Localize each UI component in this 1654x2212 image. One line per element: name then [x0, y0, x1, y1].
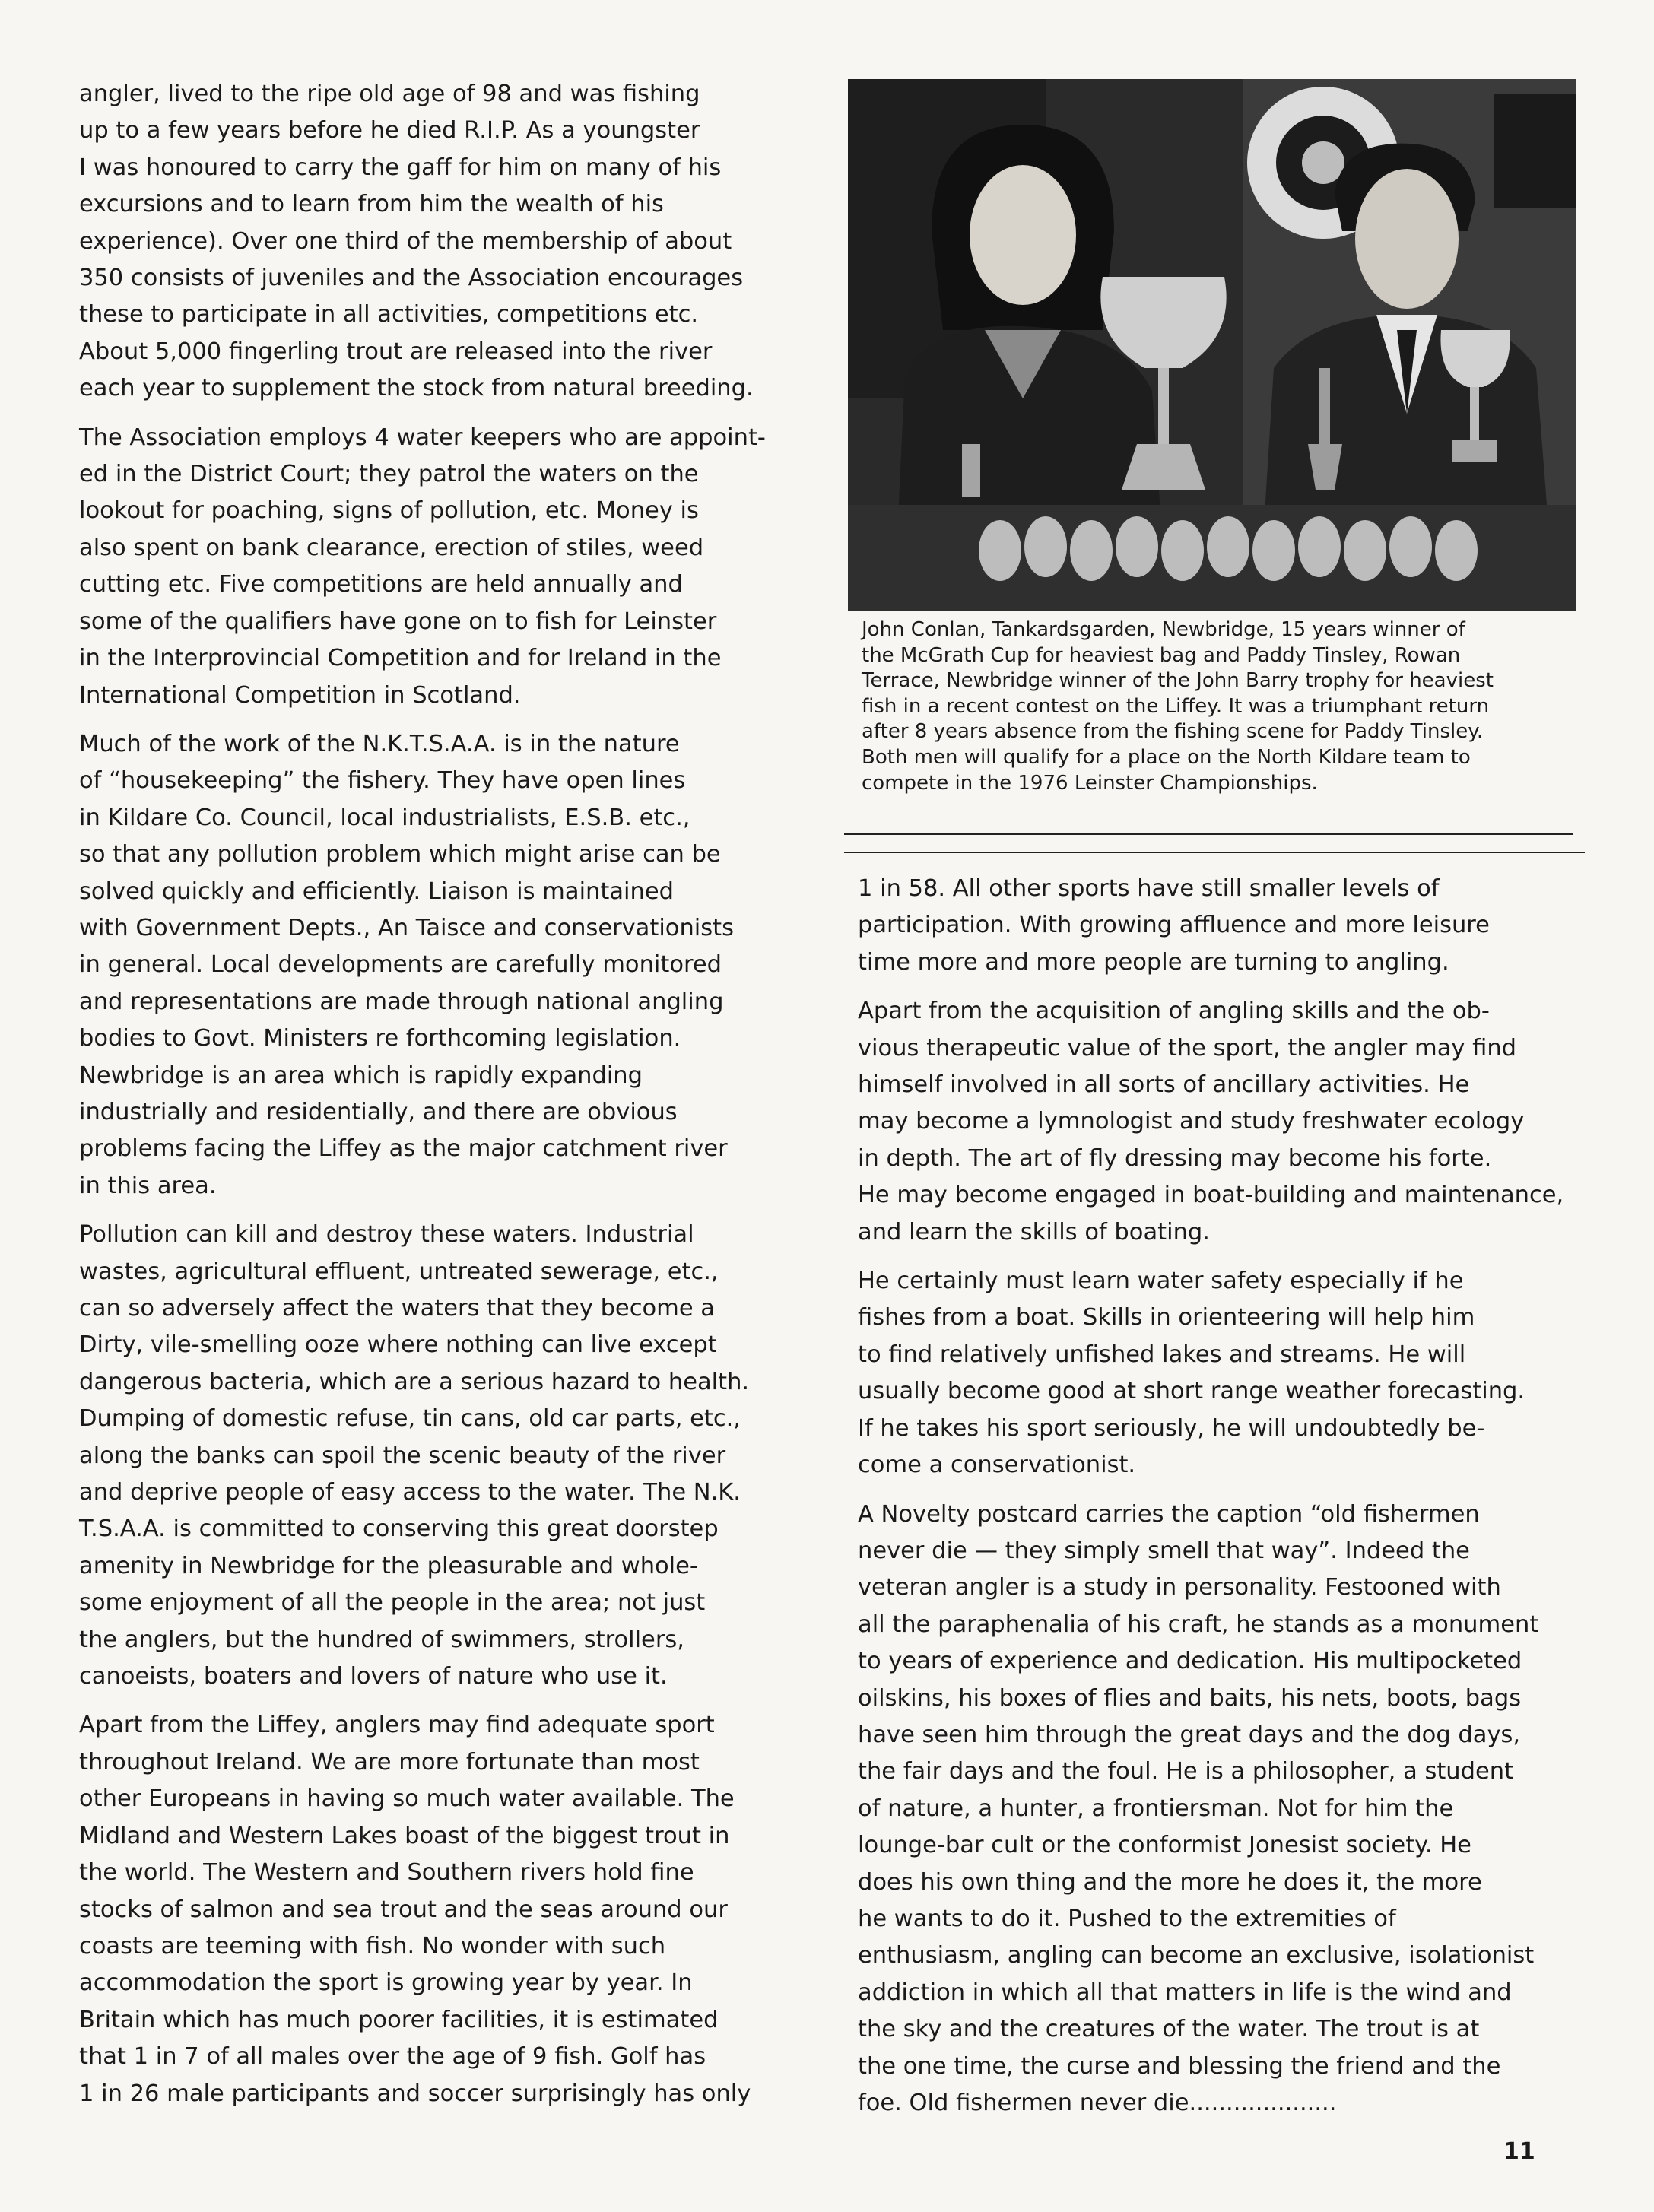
text-line: the world. The Western and Southern rivers hold fine: [79, 1859, 694, 1887]
text-line: accommodation the sport is growing year by year. In: [79, 1969, 693, 1997]
text-line: time more and more people are turning to angling.: [858, 948, 1449, 976]
text-line: and deprive people of easy access to the water. The N.K.: [79, 1479, 741, 1506]
text-line: ed in the District Court; they patrol the waters on the: [79, 461, 699, 488]
paragraph: [79, 726, 828, 1204]
paragraph: [858, 1263, 1580, 1484]
text-line: can so adversely affect the waters that they become a: [79, 1295, 715, 1322]
text-line: the sky and the creatures of the water. The trout is at: [858, 2016, 1480, 2043]
text-line: to find relatively unfished lakes and streams. He will: [858, 1341, 1466, 1368]
text-line: have seen him through the great days and the dog days,: [858, 1721, 1521, 1748]
text-line: He may become engaged in boat-building and maintenance,: [858, 1182, 1564, 1209]
text-line: other Europeans in having so much water available. The: [79, 1785, 735, 1813]
text-line: Much of the work of the N.K.T.S.A.A. is in the nature: [79, 730, 680, 757]
text-line: problems facing the Liffey as the major catchment river: [79, 1135, 728, 1163]
paragraph: [79, 1217, 828, 1695]
text-line: these to participate in all activities, competitions etc.: [79, 301, 699, 328]
text-line: himself involved in all sorts of ancillary activities. He: [858, 1071, 1470, 1099]
text-line: come a conservationist.: [858, 1452, 1136, 1479]
text-line: industrially and residentially, and there are obvious: [79, 1098, 678, 1125]
text-line: to years of experience and dedication. His multipocketed: [858, 1648, 1522, 1675]
text-line: along the banks can spoil the scenic beauty of the river: [79, 1442, 726, 1469]
text-line: all the paraphenalia of his craft, he stands as a monument: [858, 1611, 1539, 1638]
caption-divider-top: [844, 833, 1573, 835]
caption-line: Terrace, Newbridge winner of the John Barry trophy for heaviest: [862, 669, 1494, 693]
text-line: oilskins, his boxes of flies and baits, his nets, boots, bags: [858, 1684, 1522, 1712]
paragraph: [79, 76, 828, 408]
right-column: [858, 871, 1580, 2134]
text-line: amenity in Newbridge for the pleasurable and whole-: [79, 1552, 698, 1579]
paragraph: [79, 1707, 828, 2112]
caption-line: Both men will qualify for a place on the North Kildare team to: [862, 745, 1471, 769]
text-line: wastes, agricultural effluent, untreated sewerage, etc.,: [79, 1258, 719, 1285]
text-line: 350 consists of juveniles and the Association encourages: [79, 265, 744, 292]
text-line: vious therapeutic value of the sport, the angler may find: [858, 1034, 1517, 1062]
text-line: throughout Ireland. We are more fortunate than most: [79, 1748, 700, 1776]
text-line: enthusiasm, angling can become an exclusive, isolationist: [858, 1942, 1535, 1969]
text-line: experience). Over one third of the membership of about: [79, 227, 732, 255]
paragraph: [858, 1496, 1580, 2122]
caption-divider-bottom: [844, 852, 1585, 853]
text-line: may become a lymnologist and study freshwater ecology: [858, 1108, 1525, 1135]
paragraph: [858, 993, 1580, 1251]
caption-line: the McGrath Cup for heaviest bag and Paddy Tinsley, Rowan: [862, 643, 1461, 667]
text-line: up to a few years before he died R.I.P. As a youngster: [79, 117, 700, 144]
page-number: 11: [1503, 2138, 1535, 2165]
text-line: excursions and to learn from him the wealth of his: [79, 191, 664, 218]
text-line: some of the qualifiers have gone on to fish for Leinster: [79, 608, 717, 635]
text-line: angler, lived to the ripe old age of 98 and was fishing: [79, 81, 700, 107]
trophy-winners-photo: [848, 79, 1576, 611]
text-line: bodies to Govt. Ministers re forthcoming legislation.: [79, 1025, 681, 1052]
text-line: in the Interprovincial Competition and for Ireland in the: [79, 645, 722, 672]
left-column: [79, 76, 828, 2125]
text-line: Britain which has much poorer facilities, it is estimated: [79, 2006, 719, 2033]
text-line: of nature, a hunter, a frontiersman. Not for him the: [858, 1795, 1454, 1822]
text-line: in Kildare Co. Council, local industrialists, E.S.B. etc.,: [79, 804, 690, 831]
text-line: dangerous bacteria, which are a serious hazard to health.: [79, 1368, 750, 1395]
text-line: Apart from the acquisition of angling skills and the ob-: [858, 998, 1490, 1025]
text-line: 1 in 26 male participants and soccer surprisingly has only: [79, 2080, 751, 2107]
caption-line: compete in the 1976 Leinster Championships.: [862, 771, 1318, 795]
text-line: 1 in 58. All other sports have still smaller levels of: [858, 875, 1440, 902]
text-line: that 1 in 7 of all males over the age of 9 fish. Golf has: [79, 2043, 706, 2071]
text-line: in depth. The art of fly dressing may become his forte.: [858, 1144, 1492, 1172]
text-line: T.S.A.A. is committed to conserving this great doorstep: [79, 1515, 719, 1543]
text-line: usually become good at short range weather forecasting.: [858, 1378, 1525, 1405]
text-line: The Association employs 4 water keepers who are appoint-: [79, 424, 766, 451]
text-line: cutting etc. Five competitions are held annually and: [79, 571, 683, 598]
text-line: coasts are teeming with fish. No wonder with such: [79, 1932, 666, 1960]
text-line: never die — they simply smell that way”. Indeed the: [858, 1537, 1470, 1564]
text-line: of “housekeeping” the fishery. They have open lines: [79, 767, 686, 795]
text-line: Dirty, vile-smelling ooze where nothing can live except: [79, 1331, 717, 1359]
text-line: Dumping of domestic refuse, tin cans, old car parts, etc.,: [79, 1405, 741, 1433]
text-line: so that any pollution problem which might arise can be: [79, 841, 721, 868]
text-line: foe. Old fishermen never die....................: [858, 2090, 1337, 2116]
text-line: solved quickly and efficiently. Liaison is maintained: [79, 878, 674, 905]
text-line: in this area.: [79, 1172, 217, 1199]
text-line: Midland and Western Lakes boast of the biggest trout in: [79, 1822, 730, 1849]
text-line: he wants to do it. Pushed to the extremities of: [858, 1905, 1396, 1932]
caption-line: after 8 years absence from the fishing scene for Paddy Tinsley.: [862, 720, 1484, 744]
text-line: with Government Depts., An Taisce and conservationists: [79, 914, 735, 941]
text-line: stocks of salmon and sea trout and the seas around our: [79, 1896, 728, 1923]
text-line: lounge-bar cult or the conformist Jonesist society. He: [858, 1832, 1471, 1859]
text-line: International Competition in Scotland.: [79, 681, 521, 709]
caption-line: fish in a recent contest on the Liffey. It was a triumphant return: [862, 694, 1490, 718]
text-line: He certainly must learn water safety especially if he: [858, 1268, 1464, 1295]
text-line: does his own thing and the more he does it, the more: [858, 1868, 1482, 1896]
text-line: the fair days and the foul. He is a philosopher, a student: [858, 1758, 1514, 1785]
text-line: and learn the skills of boating.: [858, 1218, 1210, 1246]
text-line: each year to supplement the stock from natural breeding.: [79, 375, 754, 402]
text-line: some enjoyment of all the people in the area; not just: [79, 1589, 706, 1617]
text-line: If he takes his sport seriously, he will undoubtedly be-: [858, 1414, 1485, 1442]
text-line: addiction in which all that matters in life is the wind and: [858, 1979, 1512, 2006]
text-line: lookout for poaching, signs of pollution, etc. Money is: [79, 497, 699, 525]
text-line: A Novelty postcard carries the caption “old fishermen: [858, 1500, 1480, 1528]
text-line: fishes from a boat. Skills in orienteering will help him: [858, 1304, 1475, 1331]
text-line: canoeists, boaters and lovers of nature who use it.: [79, 1663, 668, 1690]
text-line: and representations are made through national angling: [79, 988, 724, 1015]
text-line: in general. Local developments are carefully monitored: [79, 951, 722, 979]
text-line: participation. With growing affluence and more leisure: [858, 912, 1490, 939]
text-line: Pollution can kill and destroy these waters. Industrial: [79, 1221, 694, 1249]
paragraph: [858, 871, 1580, 981]
paragraph: [79, 420, 828, 714]
photo-caption: [862, 617, 1576, 796]
text-line: Newbridge is an area which is rapidly expanding: [79, 1062, 643, 1089]
text-line: the anglers, but the hundred of swimmers, strollers,: [79, 1626, 684, 1653]
text-line: also spent on bank clearance, erection of stiles, weed: [79, 534, 704, 561]
text-line: Apart from the Liffey, anglers may find adequate sport: [79, 1712, 715, 1739]
caption-line: John Conlan, Tankardsgarden, Newbridge, 15 years winner of: [862, 618, 1465, 641]
text-line: veteran angler is a study in personality. Festooned with: [858, 1574, 1501, 1601]
text-line: About 5,000 fingerling trout are released into the river: [79, 338, 713, 365]
text-line: I was honoured to carry the gaff for him on many of his: [79, 154, 722, 181]
text-line: the one time, the curse and blessing the friend and the: [858, 2052, 1501, 2080]
